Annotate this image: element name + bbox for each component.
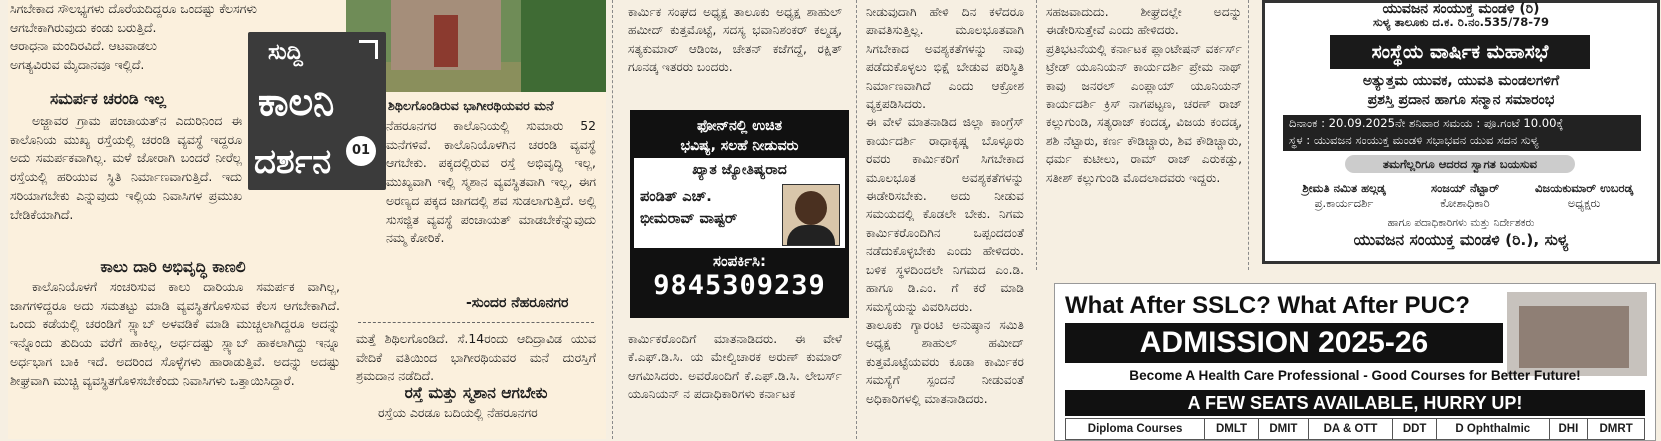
divider	[358, 322, 594, 323]
article-paragraph: ಮತ್ತೆ ಶಿಥಿಲಗೊಂಡಿದೆ. ಸೆ.14ರಂದು ಆದಿದ್ರಾವಿಡ ಯುವ ವೇದಿಕೆ ವತಿಯಿಂದ ಭಾಗೀರಥಿಯವರ ಮನೆ ದುರಸ್ತಿಗೆ ಶ್ರಮದಾನ ನಡೆದಿದೆ.	[356, 331, 596, 384]
welcome-line: ತಮಗೆಲ್ಲರಿಗೂ ಆದರದ ಸ್ವಾಗತ ಬಯಸುವ	[1345, 155, 1575, 173]
article-paragraph: ರಸ್ತೆಯ ಎರಡೂ ಬದಿಯಲ್ಲಿ ನೆಹರೂನಗರ	[378, 405, 538, 420]
person-name: ಶ್ರೀಮತಿ ನಮಿತ ಹಲ್ಗಡ್ಕ	[1302, 181, 1386, 195]
byline: -ಸುಂದರ ನೆಹರೂನಗರ	[466, 295, 569, 311]
photo-caption: ಶಿಥಿಲಗೊಂಡಿರುವ ಭಾಗೀರಥಿಯವರ ಮನೆ	[388, 98, 554, 113]
org-name: ಯುವಜನ ಸಂಯುಕ್ತ ಮಂಡಳಿ (ರಿ)	[1382, 1, 1540, 17]
person	[1279, 181, 1409, 211]
intro-line: ಆಗಬೇಕಾಗಿರುವುದು ಕಂಡು ಬರುತ್ತಿದೆ.	[10, 19, 157, 35]
astrologer-name	[640, 186, 737, 230]
name-line: ಪಂಡಿತ್ ಎಚ್.	[640, 189, 712, 205]
college-building-image	[1507, 292, 1647, 376]
seats-banner: A FEW SEATS AVAILABLE, HURRY UP!	[1065, 390, 1645, 416]
org-registration: ಸುಳ್ಯ ತಾಲೂಕು ದ.ಕ. ರಿ.ನಂ.535/78-79	[1372, 15, 1549, 29]
ad-line: ಪ್ರಶಸ್ತಿ ಪ್ರದಾನ ಹಾಗೂ ಸನ್ಮಾನ ಸಮಾರಂಭ	[1367, 92, 1555, 108]
table-cell: DMLT	[1205, 419, 1259, 440]
ad-header	[634, 114, 845, 158]
admission-ad	[1054, 283, 1656, 441]
article-paragraph: ಕಾಲೊನಿಯೊಳಗೆ ಸಂಚರಿಸುವ ಕಾಲು ದಾರಿಯೂ ಸಮರ್ಪಕ ವಾಗಿಲ್ಲ, ಜಾಗಗಳಿದ್ದರೂ ಅದು ಸಮತಟ್ಟು ಮಾಡಿ ವ್ಯವಸ್ಥಿತಗೊಳಿಸುವ ಕೆಲಸ ಆಗಬೇಕಾಗಿದೆ. ಒಂದು ಕಡೆಯಲ್ಲಿ ಚರಂಡಿಗೆ ಸ್ಲ್ಯಾಬ್ ಅಳವಡಿಕೆ ಮಾಡಿ ಮುಚ್ಚಲಾಗಿದ್ದರೂ ಅದನ್ನು ಇನ್ನೊಂದು ತುದಿಯ ವರೆಗೆ ಹಾಕಿಲ್ಲ, ಅರ್ಧದಷ್ಟು ಸ್ಲ್ಯಾಬ್ ಹಾಕಲಾಗಿದ್ದು ಇನ್ನೂ ಅರ್ಧಭಾಗ ಬಾಕಿ ಇದೆ. ಅದರಿಂದ ಸೊಳ್ಳೆಗಳು ಹಾರಾಡುತ್ತಿವೆ. ಅದನ್ನು ಅದಷ್ಟು ಶೀಘ್ರವಾಗಿ ಮುಚ್ಚಿ ವ್ಯವಸ್ಥಿತಗೊಳಿಸಬೇಕೆಂದು ನಿವಾಸಿಗಳು ಒತ್ತಾಯಿಸಿದ್ದಾರೆ.	[10, 279, 340, 388]
person-role: ಕೋಶಾಧಿಕಾರಿ	[1440, 196, 1490, 210]
article-paragraph: ಸಹಜವಾದುದು. ಶೀಘ್ರದಲ್ಲೇ ಅದನ್ನು ಈಡೇರಿಸುತ್ತೇವೆ ಎಂದು ಹೇಳಿದರು. ಪ್ರತಿಭಟನೆಯಲ್ಲಿ ಕರ್ನಾಟಕ ಪ್ಲಾಂಟೇಷನ್ ವರ್ಕರ್ಸ್ ಟ್ರೇಡ್ ಯೂನಿಯನ್ ಕಾರ್ಯದರ್ಶಿ ಪ್ರೇಮ ನಾಥ್ ಕಾವು ಜನರಲ್ ಎಂಪ್ಲಾಯ್ ಯೂನಿಯನ್ ಕಾರ್ಯದರ್ಶಿ ಕ್ರಿಸ್ ನಾಗಪಟ್ಟಣ, ಚರಣ್ ರಾಜ್ ಕಲ್ಲುಗುಂಡಿ, ಸತ್ಯರಾಜ್ ಕಂದಡ್ಕ, ವಿಜಯ ಕಂದಡ್ಕ, ಶಶಿ ನೆಟ್ಟಾರು, ಕರ್ಣ ಕೌಡಿಚ್ಚಾರು, ಶಿವ ಕೌಡಿಚ್ಚಾರು, ಧರ್ಮ ಕುಟೀಲು, ರಾಮ್ ರಾಜ್ ಎರುಕಡ್ಪು, ಸತೀಶ್ ಕಲ್ಲುಗುಂಡಿ ಮೊದಲಾದವರು ಇದ್ದರು.	[1046, 5, 1242, 185]
logo-line: ಕಾಲನಿ	[258, 80, 335, 124]
ad-line: ಫೋನ್‌ನಲ್ಲಿ ಉಚಿತ	[696, 118, 783, 134]
table-cell: D Ophthalmic	[1437, 419, 1550, 440]
annual-meeting-ad	[1262, 0, 1660, 264]
person-role: ಅಧ್ಯಕ್ಷರು	[1567, 196, 1601, 210]
column-rule	[1248, 0, 1249, 270]
logo-line: ದರ್ಶನ	[254, 142, 332, 182]
article-paragraph: ನೆಹರೂನಗರ ಕಾಲೊನಿಯಲ್ಲಿ ಸುಮಾರು 52 ಮನೆಗಳಿವೆ. ಕಾಲೊನಿಯೊಳಗಿನ ಚರಂಡಿ ವ್ಯವಸ್ಥೆ ಆಗಬೇಕು. ಪಕ್ಕದಲ್ಲಿರುವ ರಸ್ತೆ ಅಭಿವೃದ್ಧಿ ಇಲ್ಲ, ಮುಖ್ಯವಾಗಿ ಇಲ್ಲಿ ಸ್ಮಶಾನ ವ್ಯವಸ್ಥಿತವಾಗಿ ಇಲ್ಲ, ಈಗ ಅರಣ್ಯದ ಪಕ್ಕದ ಜಾಗದಲ್ಲಿ ಶವ ಸುಡಲಾಗುತ್ತಿದೆ. ಅಲ್ಲಿ ಸುಸಜ್ಜಿತ ವ್ಯವಸ್ಥೆ ಪಂಚಾಯತ್ ಮಾಡಬೇಕೆನ್ನುವುದು ನಮ್ಮ ಕೋರಿಕೆ.	[386, 118, 596, 246]
person-role: ಪ್ರ.ಕಾರ್ಯದರ್ಶಿ	[1314, 196, 1374, 210]
section-heading: ಸಮರ್ಪಕ ಚರಂಡಿ ಇಲ್ಲ	[49, 90, 167, 108]
person-name: ವಿಜಯಕುಮಾರ್ ಉಬರಡ್ಕ	[1534, 181, 1634, 195]
article-paragraph: ಕಾರ್ಮಿಕ ಸಂಘದ ಅಧ್ಯಕ್ಷ ತಾಲೂಕು ಅಧ್ಯಕ್ಷ ಶಾಹುಲ್ ಹಮೀದ್ ಕುತ್ತಮೊಟ್ಟೆ, ಸದಸ್ಯ ಭವಾನಿಶಂಕರ್ ಕಲ್ಮಡ್ಕ, ಸತ್ಯಕುಮಾರ್ ಆಡಿಂಜ, ಚೇತನ್ ಕಜೆಗದ್ದೆ, ರಕ್ಷಿತ್ ಗೂನಡ್ಕ ಇತರರು ಬಂದರು.	[628, 5, 842, 75]
intro-line: ಸಿಗಬೇಕಾದ ಸೌಲಭ್ಯಗಳು ದೊರೆಯದಿದ್ದರೂ ಒಂದಷ್ಟು ಕೆಲಸಗಳು	[10, 1, 257, 16]
ad-line: ಅತ್ಯುತ್ತಮ ಯುವಕ, ಯುವತಿ ಮಂಡಲಗಳಿಗೆ	[1362, 73, 1560, 89]
corner-mark-icon	[359, 40, 378, 59]
name-line: ಭೀಮರಾವ್ ವಾಷ್ಟರ್	[640, 211, 738, 227]
astrologer-photo	[782, 184, 840, 246]
article-paragraph: ನೀಡುವುದಾಗಿ ಹೇಳಿ ದಿನ ಕಳೆದರೂ ಪಾವತಿಸುತ್ತಿಲ್ಲ. ಮೂಲಭೂತವಾಗಿ ಸಿಗಬೇಕಾದ ಅವಶ್ಯಕತೆಗಳನ್ನು ನಾವು ಪಡೆದುಕೊಳ್ಳಲು ಭಿಕ್ಷೆ ಬೇಡುವ ಪರಿಸ್ಥಿತಿ ನಿರ್ಮಾಣವಾಗಿದೆ ಎಂದು ಆಕ್ರೋಶ ವ್ಯಕ್ತಪಡಿಸಿದರು. ಈ ವೇಳೆ ಮಾತನಾಡಿದ ಜಿಲ್ಲಾ ಕಾಂಗ್ರೆಸ್ ಕಾರ್ಯದರ್ಶಿ ರಾಧಾಕೃಷ್ಣ ಬೊಳ್ಳೂರು ರವರು ಕಾರ್ಮಿಕರಿಗೆ ಸಿಗಬೇಕಾದ ಮೂಲಭೂತ ಅವಶ್ಯಕತೆಗಳನ್ನು ಈಡೇರಿಸಬೇಕು. ಅದು ನೀಡುವ ಸಮಯದಲ್ಲಿ ಕೊಡಲೇ ಬೇಕು. ನಿಗಮ ಕಾರ್ಮಿಕರೊಂದಿಗಿನ ಒಪ್ಪಂದದಂತೆ ನಡೆದುಕೊಳ್ಳಬೇಕು ಎಂದು ಹೇಳಿದರು. ಬಳಿಕ ಸ್ಥಳದಿಂದಲೇ ನಿಗಮದ ಎಂ.ಡಿ. ಹಾಗೂ ಡಿ.ಎಂ. ಗೆ ಕರೆ ಮಾಡಿ ಸಮಸ್ಯೆಯನ್ನು ವಿವರಿಸಿದರು. ತಾಲೂಕು ಗ್ಯಾರಂಟಿ ಅನುಷ್ಠಾನ ಸಮಿತಿ ಅಧ್ಯಕ್ಷ ಶಾಹುಲ್ ಹಮೀದ್ ಕುತ್ತಮೊಟ್ಟೆಯವರು ಕೂಡಾ ಕಾರ್ಮಿಕರ ಸಮಸ್ಯೆಗೆ ಸ್ಪಂದನೆ ನೀಡುವಂತೆ ಅಧಿಕಾರಿಗಳಲ್ಲಿ ಮಾತನಾಡಿದರು.	[866, 5, 1024, 406]
colony-darshana-logo	[248, 32, 386, 190]
venue-line: ಸ್ಥಳ : ಯುವಜನ ಸಂಯುಕ್ತ ಮಂಡಳಿ ಸಭಾಭವನ ಯುವ ಸದನ ಸುಳ್ಯ	[1289, 133, 1539, 147]
column-rule	[856, 0, 857, 439]
intro-line: ಆರಾಧನಾ ಮಂದಿರವಿದೆ. ಆಟವಾಡಲು	[10, 38, 157, 54]
table-cell: Diploma Courses	[1066, 419, 1205, 440]
table-row	[1066, 419, 1645, 440]
series-number-badge: 01	[346, 136, 376, 166]
ad-line: ಖ್ಯಾತ ಜ್ಯೋತಿಷ್ಯರಾದ	[692, 162, 787, 178]
courses-table	[1065, 418, 1645, 440]
article-paragraph: ಅಜ್ಜಾವರ ಗ್ರಾಮ ಪಂಚಾಯತ್‌ನ ಎದುರಿನಿಂದ ಈ ಕಾಲೊನಿಯ ಮುಖ್ಯ ರಸ್ತೆಯಲ್ಲಿ ಚರಂಡಿ ವ್ಯವಸ್ಥೆ ಇದ್ದರೂ ಅದು ಸಮರ್ಪಕವಾಗಿಲ್ಲ. ಮಳೆ ಜೋರಾಗಿ ಬಂದರೆ ನೀರೆಲ್ಲ ರಸ್ತೆಯಲ್ಲಿ ಹರಿಯುವ ಸ್ಥಿತಿ ನಿರ್ಮಾಣವಾಗುತ್ತಿದೆ. ಇದು ಸರಿಯಾಗಬೇಕು ಎನ್ನುವುದು ಇಲ್ಲಿಯ ನಿವಾಸಿಗಳ ಪ್ರಮುಖ ಬೇಡಿಕೆಯಾಗಿದೆ.	[10, 113, 242, 222]
logo-line: ಸುದ್ದಿ	[268, 40, 303, 65]
column-rule	[612, 0, 613, 439]
table-cell: DDT	[1393, 419, 1437, 440]
person	[1415, 181, 1515, 211]
ad-title: ಸಂಸ್ಥೆಯ ವಾರ್ಷಿಕ ಮಹಾಸಭೆ	[1330, 35, 1590, 69]
contact-label: ಸಂಪರ್ಕಿಸಿ:	[713, 252, 766, 270]
date-line: ದಿನಾಂಕ : 20.09.2025ನೇ ಶನಿವಾರ ಸಮಯ : ಪೂ.ಗಂಟೆ 10.00ಕ್ಕೆ	[1289, 116, 1564, 130]
section-heading: ರಸ್ತೆ ಮತ್ತು ಸ್ಮಶಾನ ಆಗಬೇಕು	[404, 384, 548, 402]
astrology-ad	[630, 110, 849, 318]
person	[1515, 181, 1653, 211]
footer-small: ಹಾಗೂ ಪದಾಧಿಕಾರಿಗಳು ಮತ್ತು ನಿರ್ದೇಶಕರು	[1387, 217, 1535, 229]
ad-line: ಭವಿಷ್ಯ, ಸಲಹೆ ನೀಡುವರು	[680, 138, 799, 154]
table-cell: DA & OTT	[1308, 419, 1392, 440]
article-paragraph: ಕಾರ್ಮಿಕರೊಂದಿಗೆ ಮಾತನಾಡಿದರು. ಈ ವೇಳೆ ಕೆ.ಎಫ್.ಡಿ.ಸಿ. ಯ ಮೇಲ್ವಿಚಾರಕ ಅರುಣ್ ಕುಮಾರ್ ಆಗಮಿಸಿದರು. ಅವರೊಂದಿಗೆ ಕೆ.ಎಫ್.ಡಿ.ಸಿ. ಲೇಬರ್ಸ್ ಯೂನಿಯನ್ ನ ಪದಾಧಿಕಾರಿಗಳು ಕರ್ನಾಟಕ	[628, 332, 842, 402]
intro-line: ಅಗತ್ಯವಿರುವ ಮೈದಾನವೂ ಇಲ್ಲಿದೆ.	[10, 57, 145, 73]
table-cell: DHI	[1549, 419, 1588, 440]
footer-org: ಯುವಜನ ಸಂಯುಕ್ತ ಮಂಡಳಿ (ರಿ.), ಸುಳ್ಯ	[1353, 231, 1569, 249]
column-rule	[1036, 0, 1037, 270]
person-name: ಸಂಜಯ್ ನೆಟ್ಟಾರ್	[1430, 181, 1500, 195]
table-cell: DMRT	[1588, 419, 1645, 440]
table-cell: DMIT	[1258, 419, 1308, 440]
phone-number: 9845309239	[653, 270, 826, 301]
section-heading: ಕಾಲು ದಾರಿ ಅಭಿವೃದ್ಧಿ ಕಾಣಲಿ	[100, 258, 246, 276]
contact-band	[634, 248, 845, 314]
ad-subtitle: Become A Health Care Professional - Good Courses for Better Future!	[1129, 368, 1581, 383]
date-venue-band	[1283, 115, 1641, 151]
admission-banner: ADMISSION 2025-26	[1065, 323, 1503, 363]
ad-headline: What After SSLC? What After PUC?	[1065, 292, 1470, 319]
